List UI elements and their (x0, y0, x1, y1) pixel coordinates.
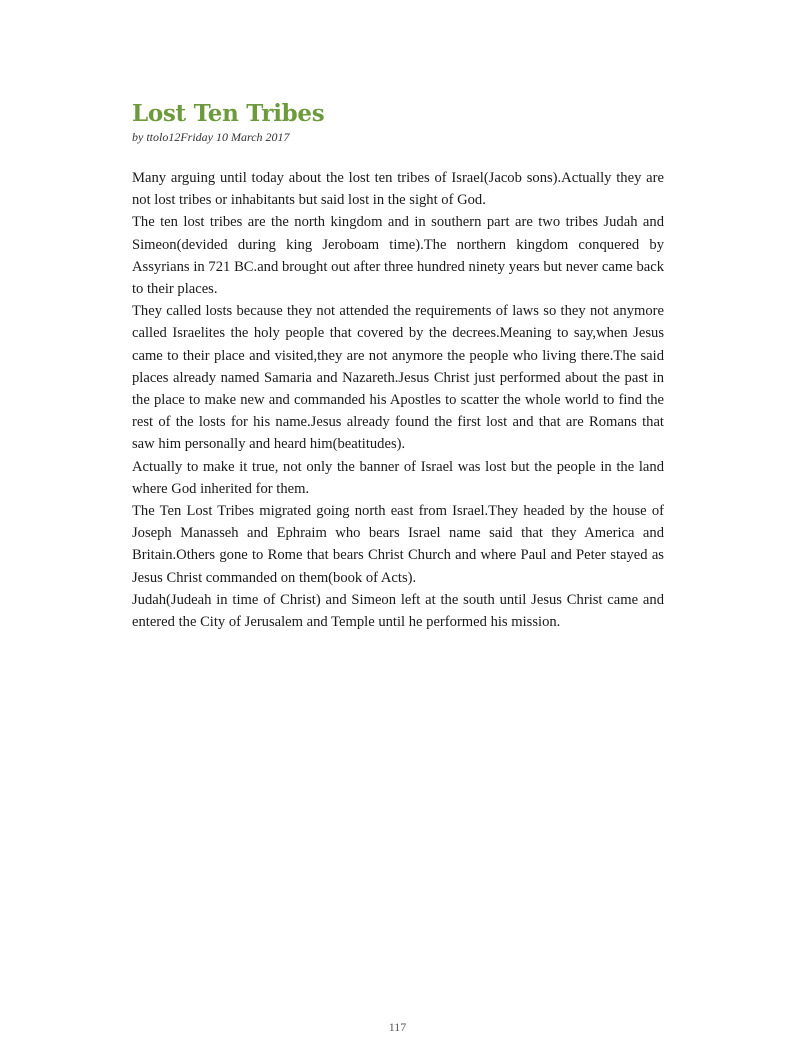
paragraph-4: Actually to make it true, not only the banner of Israel was lost but the people in the land where God inherited for them. (132, 458, 664, 497)
paragraph-6: Judah(Judeah in time of Christ) and Simeon left at the south until Jesus Christ came and entered the City of Jerusalem and Temple until he performed his mission. (132, 591, 664, 631)
paragraph-3: They called losts because they not attended the requirements of laws so they not anymore called Israelites the holy people that covered by the decrees.Meaning to say,when Jesus came to their place and visited,they are not anymore the people who living there.The said places already named Samaria and Nazareth.Jesus Christ just performed about the past in the place to make new and commanded his Apostles to scatter the whole world to find the rest of the losts for his name.Jesus already found the first lost and that are Romans that saw him personally and heard him(beatitudes). (132, 303, 664, 453)
paragraph-1: Many arguing until today about the lost ten tribes of Israel(Jacob sons).Actually they are not lost tribes or inhabitants but said lost in the sight of God. (132, 170, 664, 209)
article-byline: by ttolo12Friday 10 March 2017 (132, 130, 290, 144)
paragraph-5: The Ten Lost Tribes migrated going north east from Israel.They headed by the house of Joseph Manasseh and Ephraim who bears Israel name said that they America and Britain.Others gone to Rome that bears Christ Church and where Paul and Peter stayed as Jesus Christ commanded on them(book of Acts). (132, 503, 664, 586)
article-body (132, 167, 664, 633)
page-number: 117 (388, 1020, 407, 1034)
paragraph-2: The ten lost tribes are the north kingdom and in southern part are two tribes Judah and Simeon(devided during king Jeroboam time).The northern kingdom conquered by Assyrians in 721 BC.and brought out after three hundred ninety years but never came back to their places. (132, 214, 664, 298)
article-title: Lost Ten Tribes (132, 100, 325, 127)
